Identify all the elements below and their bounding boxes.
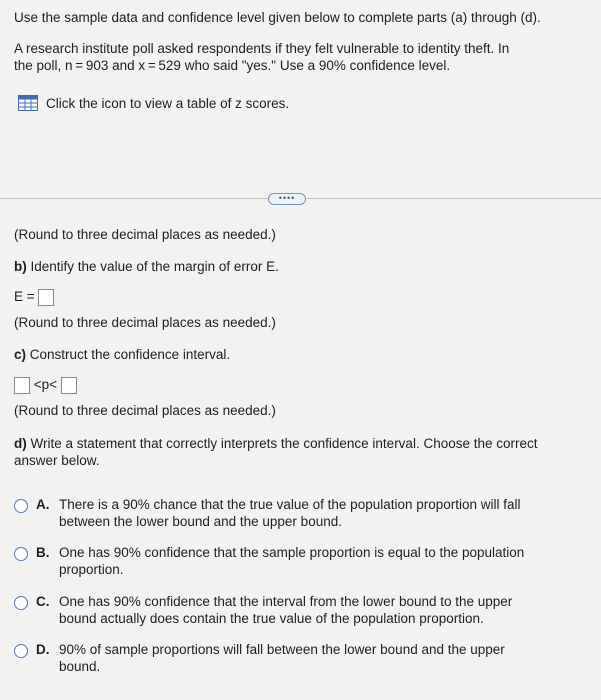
margin-of-error-row (14, 289, 54, 306)
part-b-question (14, 259, 279, 274)
option-d-line1[interactable]: 90% of sample proportions will fall between the lower bound and the upper (59, 642, 505, 657)
option-a-line2[interactable]: between the lower bound and the upper bound. (59, 514, 342, 529)
part-d-text: Write a statement that correctly interprets the confidence interval. Choose the correct (30, 436, 538, 451)
option-b-radio[interactable] (14, 547, 28, 561)
option-c-radio[interactable] (14, 596, 28, 610)
option-d-radio[interactable] (14, 644, 28, 658)
part-d-question-line2: answer below. (14, 453, 100, 468)
margin-of-error-input[interactable] (38, 289, 54, 306)
part-c-question (14, 347, 230, 362)
option-d-line2[interactable]: bound. (59, 659, 101, 674)
option-a-line1[interactable]: There is a 90% chance that the true value of the population proportion will fall (59, 497, 521, 512)
lower-bound-input[interactable] (14, 377, 30, 394)
round-note-c: (Round to three decimal places as needed.) (14, 403, 276, 418)
interval-row (14, 377, 77, 394)
part-c-text: Construct the confidence interval. (29, 347, 231, 362)
part-d-label: d) (14, 436, 27, 451)
expand-button[interactable]: •••• (268, 193, 306, 205)
round-note-a: (Round to three decimal places as needed.) (14, 227, 276, 242)
upper-bound-input[interactable] (61, 377, 77, 394)
part-d-question-line1 (14, 436, 538, 451)
option-c-letter[interactable]: C. (36, 594, 50, 609)
problem-line-2: the poll, n = 903 and x = 529 who said "yes." Use a 90% confidence level. (14, 58, 451, 73)
intro-text: Use the sample data and confidence level given below to complete parts (a) through (d). (14, 10, 541, 25)
part-b-label: b) (14, 259, 27, 274)
table-icon[interactable] (18, 95, 38, 114)
option-b-letter[interactable]: B. (36, 545, 50, 560)
part-c-label: c) (14, 347, 27, 362)
option-c-line2[interactable]: bound actually does contain the true value of the population proportion. (59, 611, 484, 626)
interval-middle: <p< (33, 377, 58, 393)
option-a-letter[interactable]: A. (36, 497, 50, 512)
round-note-b: (Round to three decimal places as needed.) (14, 315, 276, 330)
option-b-line2[interactable]: proportion. (59, 562, 124, 577)
option-d-letter[interactable]: D. (36, 642, 50, 657)
option-c-line1[interactable]: One has 90% confidence that the interval from the lower bound to the upper (59, 594, 513, 609)
option-a-radio[interactable] (14, 499, 28, 513)
ztable-link-text[interactable]: Click the icon to view a table of z scores. (46, 96, 290, 111)
problem-line-1: A research institute poll asked respondents if they felt vulnerable to identity theft. In (14, 41, 510, 56)
e-equals-label: E = (14, 289, 35, 305)
part-b-text: Identify the value of the margin of error E. (30, 259, 279, 274)
option-b-line1[interactable]: One has 90% confidence that the sample proportion is equal to the population (59, 545, 525, 560)
